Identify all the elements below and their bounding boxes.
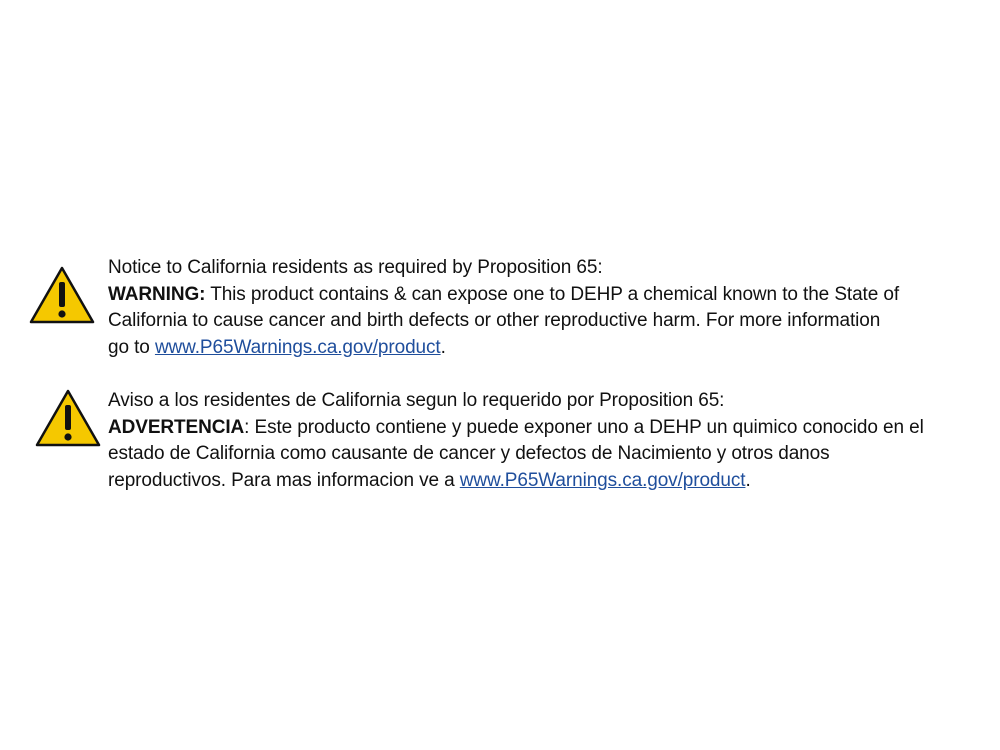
notice-spanish-line1 <box>108 415 978 442</box>
warning-triangle-icon <box>28 265 96 325</box>
p65-warnings-link[interactable]: www.P65Warnings.ca.gov/product <box>154 336 441 358</box>
notice-english-line1-text: This product contains & can expose one to DEHP a chemical known to the State of <box>205 283 900 305</box>
p65-warnings-link-spanish[interactable]: www.P65Warnings.ca.gov/product <box>459 469 746 491</box>
notice-spanish-line3-suffix: . <box>745 469 751 491</box>
notice-spanish-text <box>108 388 978 494</box>
notice-english-line3-prefix: go to <box>108 336 155 358</box>
notice-english-heading: Notice to California residents as required by Proposition 65: <box>108 257 603 278</box>
notice-spanish-heading: Aviso a los residentes de California segun lo requerido por Proposition 65: <box>108 390 725 411</box>
warning-keyword: WARNING: <box>108 283 206 305</box>
notice-english-line1 <box>108 282 978 309</box>
notice-english-text <box>108 255 978 361</box>
notice-spanish-line1-text: : Este producto contiene y puede exponer uno a DEHP un quimico conocido en el <box>244 416 924 438</box>
notice-spanish-line3-prefix: reproductivos. Para mas informacion ve a <box>108 469 460 491</box>
advertencia-keyword: ADVERTENCIA <box>108 416 245 438</box>
notice-english-line3-suffix: . <box>440 336 446 358</box>
warning-triangle-icon <box>34 388 102 448</box>
notice-english-line2: California to cause cancer and birth defects or other reproductive harm. For more information <box>108 310 881 331</box>
notice-spanish-line2: estado de California como causante de cancer y defectos de Nacimiento y otros danos <box>108 443 830 464</box>
notice-english-line3 <box>108 335 978 362</box>
notice-spanish-line3 <box>108 468 978 495</box>
